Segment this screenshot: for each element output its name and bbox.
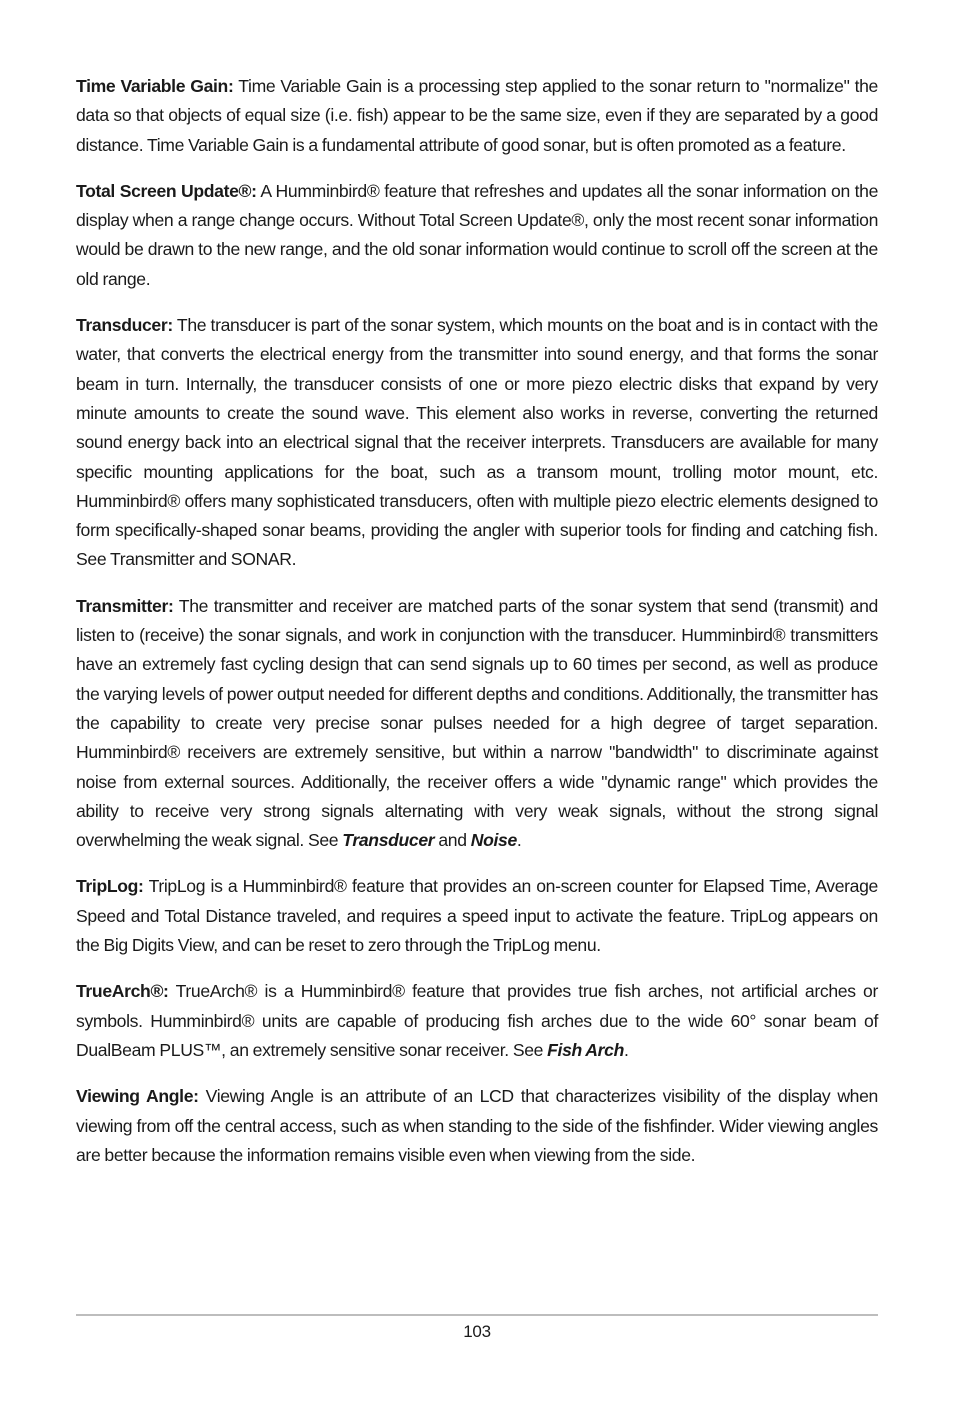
cross-reference-joiner: and xyxy=(438,830,467,851)
glossary-entry-truearch xyxy=(76,977,878,1065)
cross-reference-noise: Noise xyxy=(470,830,517,851)
glossary-definition: TripLog is a Humminbird® feature that provides an on-screen counter for Elapsed Time, Average Speed and Total Distance traveled, and requires a speed input to activate the feature. TripLog appears on the Big Digits View, and can be reset to zero through the TripLog menu. xyxy=(76,876,878,956)
glossary-entry-total-screen-update xyxy=(76,177,878,294)
glossary-term: Viewing Angle: xyxy=(76,1086,199,1107)
glossary-definition: Time Variable Gain is a processing step applied to the sonar return to "normalize" the data so that objects of equal size (i.e. fish) appear to be the same size, even if they are separated by a good distance. Time Variable Gain is a fundamental attribute of good sonar, but is often promoted as a feature. xyxy=(76,76,878,155)
glossary-entry-time-variable-gain xyxy=(76,72,878,160)
glossary-entry-viewing-angle xyxy=(76,1082,878,1170)
page-number: 103 xyxy=(463,1322,491,1341)
glossary-entry-transmitter xyxy=(76,592,878,856)
glossary-definition: Viewing Angle is an attribute of an LCD that characterizes visibility of the display when viewing from off the central access, such as when standing to the side of the fishfinder. Wider viewing angles are better because the information remains visible even when viewing from the side. xyxy=(76,1086,878,1165)
glossary-term: TripLog: xyxy=(76,876,144,897)
glossary-entry-transducer xyxy=(76,311,878,575)
glossary-definition: The transmitter and receiver are matched parts of the sonar system that send (transmit) and listen to (receive) the sonar signals, and work in conjunction with the transducer. Humminbird® transmitters have an extremely fast cycling design that can send signals up to 60 times per second, as well as produce the varying levels of power output needed for different depths and conditions. Additionally, the transmitter has the capability to create very precise sonar pulses needed for a high degree of target separation. Humminbird® receivers are extremely sensitive, but within a narrow "bandwidth" to discriminate against noise from external sources. Additionally, the receiver offers a wide "dynamic range" which provides the ability to receive very strong signals alternating with very weak signals, without the strong signal overwhelming the weak signal. See xyxy=(76,595,878,851)
cross-reference-fish-arch: Fish Arch xyxy=(547,1039,624,1060)
glossary-definition: The transducer is part of the sonar system, which mounts on the boat and is in contact with the water, that converts the electrical energy from the transmitter into sound energy, and that forms the sonar beam in turn. Internally, the transducer consists of one or more piezo electric disks that expand by very minute amounts to create the sound wave. This element also works in reverse, converting the returned sound energy back into an electrical signal that the receiver interprets. Transducers are available for many specific mounting applications for the boat, such as a transom mount, trolling motor mount, etc. Humminbird® offers many sophisticated transducers, often with multiple piezo electric elements designed to form specifically-shaped sonar beams, providing the angler with superior tools for finding and catching fish. See Transmitter and SONAR. xyxy=(76,315,878,570)
glossary-term: Transducer: xyxy=(76,315,173,336)
glossary-term: TrueArch®: xyxy=(76,981,169,1002)
glossary-term: Time Variable Gain: xyxy=(76,76,234,96)
glossary-term: Total Screen Update®: xyxy=(76,180,257,201)
glossary-definition: A Humminbird® feature that refreshes and updates all the sonar information on the display when a range change occurs. Without Total Screen Update®, only the most recent sonar information would be drawn to the new range, and the old sonar information would continue to scroll off the screen at the old range. xyxy=(76,180,879,289)
sentence-end: . xyxy=(623,1039,629,1060)
glossary-entry-triplog xyxy=(76,872,878,960)
sentence-end: . xyxy=(516,830,522,851)
glossary-definition: TrueArch® is a Humminbird® feature that provides true fish arches, not artificial arches or symbols. Humminbird® units are capable of producing fish arches due to the wide 60° sonar beam of DualBeam PLUS™, an extremely sensitive sonar receiver. See xyxy=(76,981,878,1060)
glossary-term: Transmitter: xyxy=(76,595,174,616)
footer-divider xyxy=(76,1314,878,1316)
cross-reference-transducer: Transducer xyxy=(342,830,435,851)
glossary-body xyxy=(76,72,878,1187)
